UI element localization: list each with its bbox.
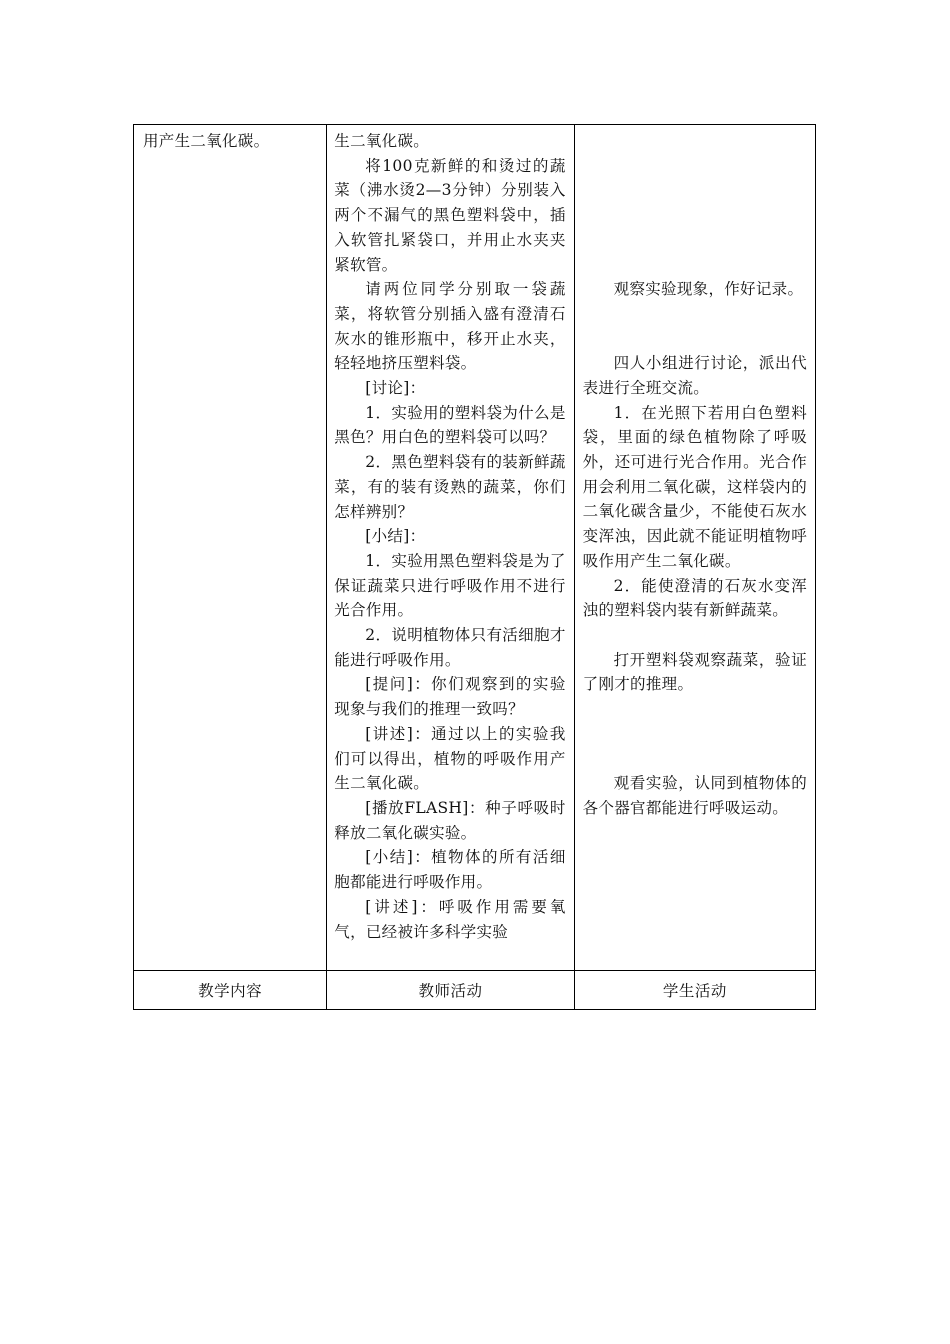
text-paragraph: [讲述]：通过以上的实验我们可以得出，植物的呼吸作用产生二氧化碳。 — [334, 724, 566, 793]
student-activity-cell — [574, 125, 815, 971]
text-paragraph: [讲述]：呼吸作用需要氧气，已经被许多科学实验 — [334, 897, 566, 941]
text-paragraph: 请两位同学分别取一袋蔬菜，将软管分别插入盛有澄清石灰水的锥形瓶中，移开止水夹，轻轻地挤压塑料袋。 — [334, 280, 566, 373]
text-paragraph: 2．黑色塑料袋有的装新鲜蔬菜，有的装有烫熟的蔬菜，你们怎样辨别？ — [334, 453, 566, 521]
text-paragraph: 1．实验用的塑料袋为什么是黑色？用白色的塑料袋可以吗？ — [334, 403, 566, 447]
text-paragraph: 观看实验，认同到植物体的各个器官都能进行呼吸运动。 — [582, 774, 807, 817]
text-paragraph: [讨论]： — [365, 379, 426, 398]
text-paragraph: 四人小组进行讨论，派出代表进行全班交流。 — [582, 354, 807, 397]
text-paragraph: 2．说明植物体只有活细胞才能进行呼吸作用。 — [334, 626, 566, 669]
text-paragraph: 生二氧化碳。 — [334, 132, 430, 150]
text-paragraph: [小结]： — [365, 527, 426, 546]
table-header-row — [134, 971, 816, 1010]
text-paragraph: 2．能使澄清的石灰水变浑浊的塑料袋内装有新鲜蔬菜。 — [582, 576, 807, 620]
text-paragraph: 用产生二氧化碳。 — [143, 132, 270, 150]
text-paragraph: 打开塑料袋观察蔬菜，验证了刚才的推理。 — [582, 650, 807, 694]
text-paragraph: 1．在光照下若用白色塑料袋，里面的绿色植物除了呼吸外，还可进行光合作用。光合作用会利用二氧化碳，这样袋内的二氧化碳含量少，不能使石灰水变浑浊，因此就不能证明植物呼吸作用产生二氧化碳。 — [582, 403, 807, 570]
teaching-content-cell — [134, 125, 327, 971]
teacher-activity-cell — [327, 125, 574, 971]
lesson-plan-table — [133, 124, 816, 1010]
text-paragraph: 观察实验现象，作好记录。 — [613, 280, 804, 299]
header-teacher-activity: 教师活动 — [327, 971, 574, 1010]
text-paragraph: 1．实验用黑色塑料袋是为了保证蔬菜只进行呼吸作用不进行光合作用。 — [334, 551, 566, 620]
text-paragraph: 将100克新鲜的和烫过的蔬菜（沸水烫2—3分钟）分别装入两个不漏气的黑色塑料袋中，插入软管扎紧袋口，并用止水夹夹紧软管。 — [334, 156, 566, 274]
text-paragraph: [小结]：植物体的所有活细胞都能进行呼吸作用。 — [334, 848, 566, 892]
text-paragraph: [播放FLASH]：种子呼吸时释放二氧化碳实验。 — [334, 798, 566, 842]
text-paragraph: [提问]：你们观察到的实验现象与我们的推理一致吗？ — [334, 675, 566, 719]
header-student-activity: 学生活动 — [574, 971, 815, 1010]
table-row — [134, 125, 816, 971]
header-teaching-content: 教学内容 — [134, 971, 327, 1010]
